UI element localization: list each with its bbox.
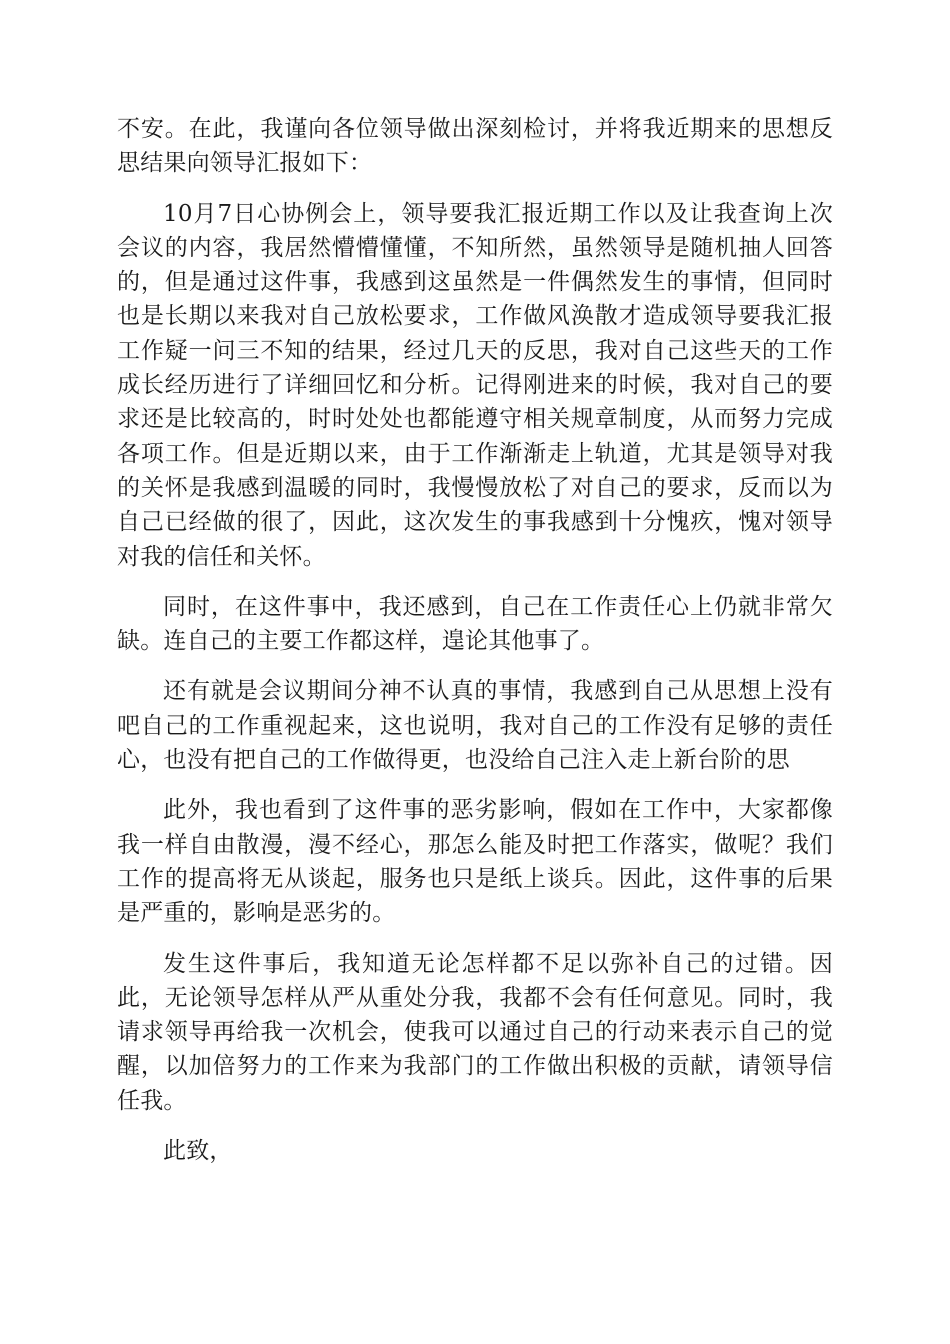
paragraph-impact: 此外，我也看到了这件事的恶劣影响，假如在工作中，大家都像我一样自由散漫，漫不经心，那怎么能及时把工作落实，做呢？我们工作的提高将无从谈起，服务也只是纸上谈兵。因此，这件事的后果是严重的，影响是恶劣的。 (117, 797, 833, 927)
document-page (117, 112, 833, 1184)
paragraph-request: 发生这件事后，我知道无论怎样都不足以弥补自己的过错。因此，无论领导怎样从严从重处分我，我都不会有任何意见。同时，我请求领导再给我一次机会，使我可以通过自己的行动来表示自己的觉醒，以加倍努力的工作来为我部门的工作做出积极的贡献，请领导信任我。 (117, 950, 833, 1114)
paragraph-intro: 不安。在此，我谨向各位领导做出深刻检讨，并将我近期来的思想反思结果向领导汇报如下： (117, 116, 833, 177)
paragraph-closing: 此致， (163, 1138, 233, 1165)
paragraph-responsibility: 同时，在这件事中，我还感到，自己在工作责任心上仍就非常欠缺。连自己的主要工作都这样，遑论其他事了。 (117, 593, 833, 655)
paragraph-distraction: 还有就是会议期间分神不认真的事情，我感到自己从思想上没有吧自己的工作重视起来，这也说明，我对自己的工作没有足够的责任心，也没有把自己的工作做得更，也没给自己注入走上新台阶的思 (117, 678, 833, 774)
paragraph-meeting-incident: 10月7日心协例会上，领导要我汇报近期工作以及让我查询上次会议的内容，我居然懵懵懂懂，不知所然，虽然领导是随机抽人回答的，但是通过这件事，我感到这虽然是一件偶然发生的事情，但同时也是长期以来我对自己放松要求，工作做风涣散才造成领导要我汇报工作疑一问三不知的结果，经过几天的反思，我对自己这些天的工作成长经历进行了详细回忆和分析。记得刚进来的时候，我对自己的要求还是比较高的，时时处处也都能遵守相关规章制度，从而努力完成各项工作。但是近期以来，由于工作渐渐走上轨道，尤其是领导对我的关怀是我感到温暖的同时，我慢慢放松了对自己的要求，反而以为自己已经做的很了，因此，这次发生的事我感到十分愧疚，愧对领导对我的信任和关怀。 (117, 200, 833, 570)
